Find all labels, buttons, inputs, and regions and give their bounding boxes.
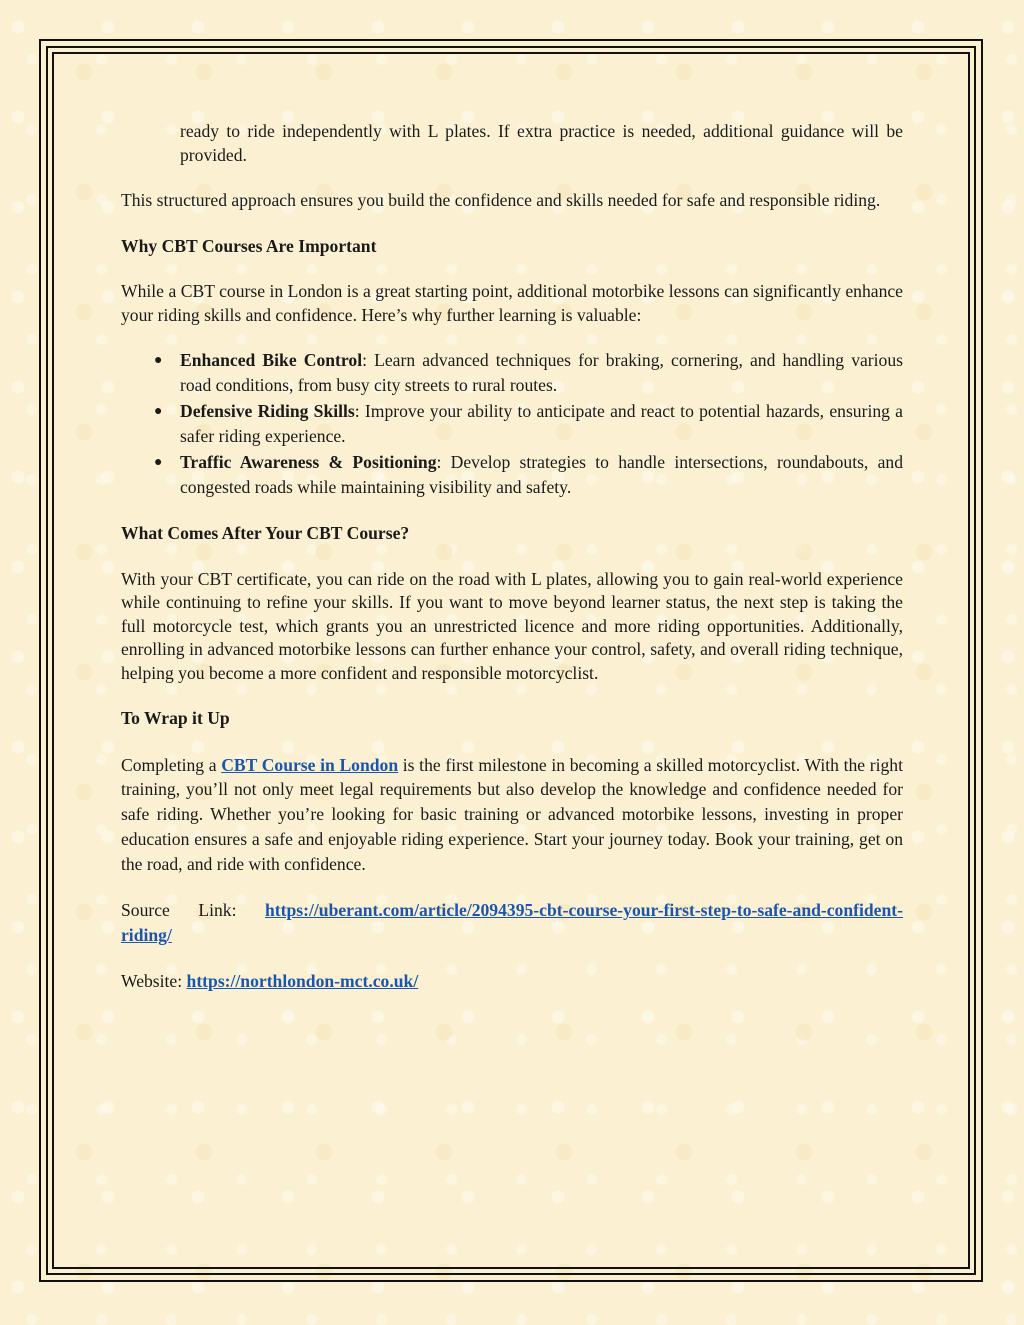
website-link[interactable]: https://northlondon-mct.co.uk/ — [186, 971, 419, 992]
source-link-label: Source Link: — [121, 900, 266, 921]
structured-approach-paragraph: This structured approach ensures you build the confidence and skills needed for safe and responsible riding. — [121, 190, 881, 210]
benefits-list — [121, 348, 903, 500]
wrap-up-suffix: is the first milestone in becoming a skilled motorcyclist. With the right training, you’ll not only meet legal requirements but also develop the knowledge and confidence needed for safe riding. Whether you’re looking for basic training or advanced motorbike lessons, investing in proper education ensures a safe and enjoyable riding experience. Start your journey today. Book your training, get on the road, and ride with confidence. — [121, 754, 903, 874]
heading-after-cbt: What Comes After Your CBT Course? — [121, 523, 410, 543]
website-paragraph — [121, 970, 903, 994]
list-item — [121, 399, 903, 449]
list-item-text: : Learn advanced techniques for braking, cornering, and handling various road conditions, from busy city streets to rural routes. — [180, 350, 903, 395]
list-item — [121, 348, 903, 398]
heading-why-cbt: Why CBT Courses Are Important — [121, 235, 377, 256]
wrap-up-section — [121, 753, 903, 877]
list-item-term: Enhanced Bike Control — [180, 350, 363, 370]
list-item — [121, 450, 903, 500]
list-item-term: Defensive Riding Skills — [180, 401, 355, 421]
website-label: Website: — [121, 971, 187, 992]
bullet-icon: ● — [154, 455, 163, 470]
document-body — [121, 120, 903, 994]
list-item-text: : Develop strategies to handle intersections, roundabouts, and congested roads while maintaining visibility and safety. — [180, 452, 904, 497]
why-cbt-paragraph: While a CBT course in London is a great starting point, additional motorbike lessons can significantly enhance your riding skills and confidence. Here’s why further learning is valuable: — [121, 281, 903, 325]
cbt-course-link[interactable]: CBT Course in London — [221, 754, 399, 775]
wrap-up-prefix: Completing a — [121, 754, 222, 775]
after-cbt-paragraph: With your CBT certificate, you can ride on the road with L plates, allowing you to gain real-world experience while continuing to refine your skills. If you want to move beyond learner status, the next step is taking the full motorcycle test, which grants you an unrestricted licence and more riding opportunities. Additionally, enrolling in advanced motorbike lessons can further enhance your control, safety, and overall riding technique, helping you become a more confident and responsible motorcyclist. — [121, 568, 903, 683]
wrap-up-paragraph — [121, 753, 903, 877]
source-link[interactable]: https://uberant.com/article/2094395-cbt-course-your-first-step-to-safe-and-confident-riding/ — [121, 900, 903, 946]
heading-wrap-up: To Wrap it Up — [121, 708, 230, 728]
intro-continuation: ready to ride independently with L plates. If extra practice is needed, additional guidance will be provided. — [180, 121, 903, 165]
bullet-icon: ● — [154, 353, 163, 368]
list-item-term: Traffic Awareness & Positioning — [180, 452, 437, 472]
source-link-paragraph — [121, 898, 903, 948]
bullet-icon: ● — [154, 404, 163, 419]
list-item-text: : Improve your ability to anticipate and react to potential hazards, ensuring a safer riding experience. — [180, 401, 903, 446]
